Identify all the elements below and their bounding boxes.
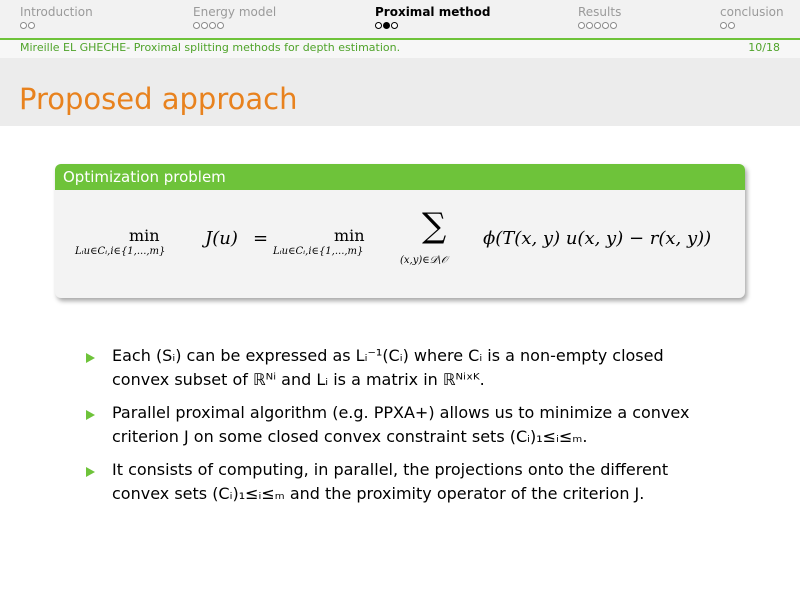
- nav-dot-frame-icon[interactable]: [594, 22, 601, 29]
- bullet-2-line-1: Parallel proximal algorithm (e.g. PPXA+) allows us to minimize a convex: [112, 403, 690, 422]
- optimization-block: [55, 164, 745, 298]
- bullet-item-1: [112, 344, 752, 392]
- nav-dot-frame-icon[interactable]: [610, 22, 617, 29]
- info-bar: [0, 40, 800, 58]
- nav-dot-frame-icon[interactable]: [20, 22, 27, 29]
- block-title: Optimization problem: [55, 164, 745, 190]
- bullet-1-line-1: Each (Sᵢ) can be expressed as Lᵢ⁻¹(Cᵢ) where Cᵢ is a non-empty closed: [112, 346, 664, 365]
- author-title: Mireille EL GHECHE- Proximal splitting methods for depth estimation.: [20, 41, 401, 54]
- section-navigation: [0, 0, 800, 38]
- nav-dot-frame-icon[interactable]: [201, 22, 208, 29]
- bullet-1-line-2: convex subset of ℝᴺⁱ and Lᵢ is a matrix in ℝᴺⁱˣᴷ.: [112, 370, 485, 389]
- bullet-2-line-2: criterion J on some closed convex constraint sets (Cᵢ)₁≤ᵢ≤ₘ.: [112, 427, 588, 446]
- objective-function: J(u): [205, 228, 238, 249]
- nav-dot-frame-icon[interactable]: [28, 22, 35, 29]
- nav-dot-frame-icon[interactable]: [728, 22, 735, 29]
- sum-subscript: (x,y)∈𝒟\𝒪: [400, 255, 448, 266]
- sum-symbol: ∑: [422, 206, 447, 246]
- nav-dots-results[interactable]: [578, 22, 617, 32]
- min-subscript: Lᵢu∈Cᵢ,i∈{1,...,m}: [75, 246, 166, 257]
- page-number: 10/18: [748, 41, 780, 54]
- bullet-3-line-1: It consists of computing, in parallel, the projections onto the different: [112, 460, 669, 479]
- min-operator-rhs: min: [334, 226, 365, 245]
- bullet-triangle-icon: [86, 353, 95, 363]
- min-subscript-rhs: Lᵢu∈Cᵢ,i∈{1,...,m}: [273, 246, 364, 257]
- min-operator: min: [129, 226, 160, 245]
- bullet-item-2: [112, 401, 752, 449]
- bullet-triangle-icon: [86, 410, 95, 420]
- nav-dots-conclusion[interactable]: [720, 22, 735, 32]
- nav-dot-frame-icon[interactable]: [578, 22, 585, 29]
- nav-section-energy-model[interactable]: Energy model: [193, 5, 277, 19]
- nav-dot-frame-icon[interactable]: [375, 22, 382, 29]
- frame-title: Proposed approach: [19, 82, 298, 116]
- frame-title-bar: [0, 58, 800, 126]
- nav-dot-frame-icon[interactable]: [602, 22, 609, 29]
- nav-dot-frame-icon[interactable]: [193, 22, 200, 29]
- block-equation: [55, 190, 745, 298]
- nav-section-introduction[interactable]: Introduction: [20, 5, 93, 19]
- nav-section-proximal-method[interactable]: Proximal method: [375, 5, 491, 19]
- nav-dot-frame-icon[interactable]: [217, 22, 224, 29]
- equals-sign: =: [253, 228, 269, 249]
- bullet-triangle-icon: [86, 467, 95, 477]
- nav-dot-frame-icon[interactable]: [586, 22, 593, 29]
- nav-dot-current-icon[interactable]: [383, 22, 390, 29]
- nav-dots-proximal-method[interactable]: [375, 22, 398, 32]
- nav-dots-energy-model[interactable]: [193, 22, 224, 32]
- nav-dot-frame-icon[interactable]: [720, 22, 727, 29]
- nav-section-results[interactable]: Results: [578, 5, 622, 19]
- nav-dot-frame-icon[interactable]: [391, 22, 398, 29]
- bullet-item-3: [112, 458, 752, 506]
- nav-dots-introduction[interactable]: [20, 22, 35, 32]
- nav-section-conclusion[interactable]: conclusion: [720, 5, 784, 19]
- bullet-3-line-2: convex sets (Cᵢ)₁≤ᵢ≤ₘ and the proximity operator of the criterion J.: [112, 484, 645, 503]
- nav-dot-frame-icon[interactable]: [209, 22, 216, 29]
- summand-expression: ϕ(T(x, y) u(x, y) − r(x, y)): [483, 228, 712, 249]
